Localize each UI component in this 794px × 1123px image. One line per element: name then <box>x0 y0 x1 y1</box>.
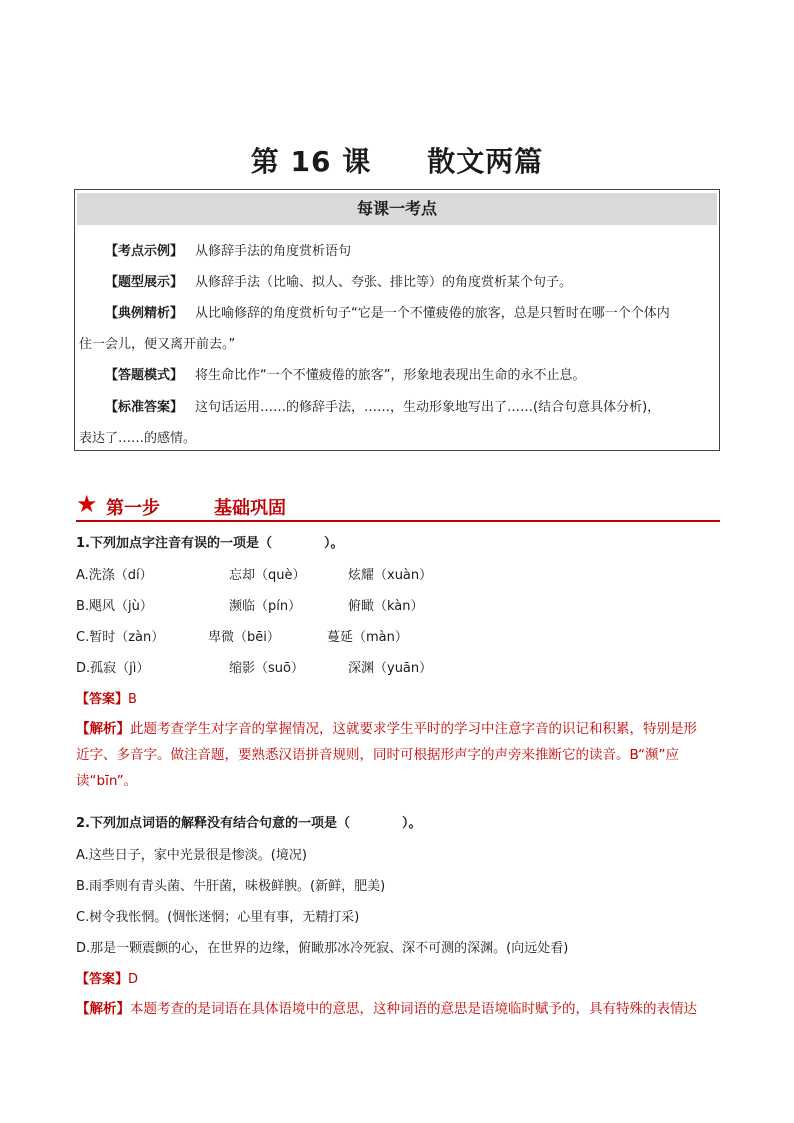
q2-option-d: D.那是一颗震颤的心，在世界的边缘，俯瞰那冰冷死寂、深不可测的深渊。(向远处看) <box>76 941 569 956</box>
question-2: 2.下列加点词语的解释没有结合句意的一项是（ ）。 <box>76 816 422 831</box>
star-icon: ★ <box>76 490 98 518</box>
lesson-name: 散文两篇 <box>427 145 544 178</box>
analysis-line: 读“bīn”。 <box>76 773 138 789</box>
q1-option-b: B.飓风（jù） <box>76 599 153 614</box>
step-one-header <box>76 490 720 522</box>
line-text: 表达了……的感情。 <box>79 431 197 446</box>
lesson-number: 第 16 课 <box>250 145 372 178</box>
q1-option-c-3: 蔓延（màn） <box>327 630 408 645</box>
line-tag: 【标准答案】 <box>105 400 184 415</box>
q1-answer <box>76 688 137 707</box>
q1-option-a-2: 忘却（què） <box>229 568 306 583</box>
answer-value: B <box>128 692 137 707</box>
q2-option-c: C.树令我怅惘。(惆怅迷惘；心里有事，无精打采) <box>76 910 360 925</box>
key-point-line <box>105 271 572 290</box>
q1-option-b-3: 俯瞰（kàn） <box>348 599 424 614</box>
line-text: 从修辞手法的角度赏析语句 <box>195 244 352 259</box>
answer-value: D <box>128 972 139 987</box>
q1-option-a-3: 炫耀（xuàn） <box>348 568 433 583</box>
line-tag: 【题型展示】 <box>105 275 184 290</box>
key-point-line <box>105 396 660 415</box>
step-topic: 基础巩固 <box>214 498 286 519</box>
line-text: 将生命比作“一个不懂疲倦的旅客”，形象地表现出生命的永不止息。 <box>195 368 586 383</box>
line-tag: 【答题模式】 <box>105 368 184 383</box>
q2-answer <box>76 968 138 987</box>
key-point-line <box>105 302 670 321</box>
key-point-line <box>105 364 586 383</box>
line-text: 这句话运用……的修辞手法，……，生动形象地写出了……(结合句意具体分析)， <box>195 400 661 415</box>
key-point-line <box>79 333 235 352</box>
q1-analysis <box>76 716 721 794</box>
step-label: 第一步 <box>106 498 160 519</box>
analysis-line: 近字、多音字。做注音题，要熟悉汉语拼音规则，同时可根据形声字的声旁来推断它的读音。B“濒”应 <box>76 747 680 763</box>
q1-option-d: D.孤寂（jì） <box>76 661 150 676</box>
key-point-box <box>74 189 720 451</box>
question-1: 1.下列加点字注音有误的一项是（ ）。 <box>76 536 344 551</box>
analysis-label: 【解析】 <box>76 721 130 737</box>
key-point-line <box>79 427 196 446</box>
line-tag: 【考点示例】 <box>105 244 184 259</box>
key-point-line <box>105 240 351 259</box>
key-point-heading: 每课一考点 <box>77 193 717 225</box>
page-title <box>0 140 794 180</box>
line-text: 住一会儿，便又离开前去。” <box>79 337 236 352</box>
analysis-label: 【解析】 <box>76 1001 130 1017</box>
answer-label: 【答案】 <box>76 692 129 707</box>
q1-option-c-2: 卑微（bēi） <box>208 630 280 645</box>
q1-option-d-2: 缩影（suō） <box>229 661 304 676</box>
q1-option-b-2: 濒临（pín） <box>229 599 302 614</box>
line-text: 从比喻修辞的角度赏析句子“它是一个不懂疲倦的旅客，总是只暂时在哪一个个体内 <box>195 306 670 321</box>
q1-option-c: C.暂时（zàn） <box>76 630 165 645</box>
q2-option-b: B.雨季则有青头菌、牛肝菌，味极鲜腴。(新鲜，肥美) <box>76 879 386 894</box>
q1-option-a: A.洗涤（dí） <box>76 568 153 583</box>
analysis-line: 本题考查的是词语在具体语境中的意思，这种词语的意思是语境临时赋予的，具有特殊的表情达 <box>130 1001 697 1017</box>
q2-option-a: A.这些日子，家中光景很是惨淡。(境况) <box>76 848 307 863</box>
q2-analysis <box>76 996 721 1022</box>
answer-label: 【答案】 <box>76 972 129 987</box>
analysis-line: 此题考查学生对字音的掌握情况，这就要求学生平时的学习中注意字音的识记和积累，特别是形 <box>130 721 697 737</box>
line-text: 从修辞手法（比喻、拟人、夸张、排比等）的角度赏析某个句子。 <box>195 275 573 290</box>
line-tag: 【典例精析】 <box>105 306 184 321</box>
q1-option-d-3: 深渊（yuān） <box>348 661 433 676</box>
